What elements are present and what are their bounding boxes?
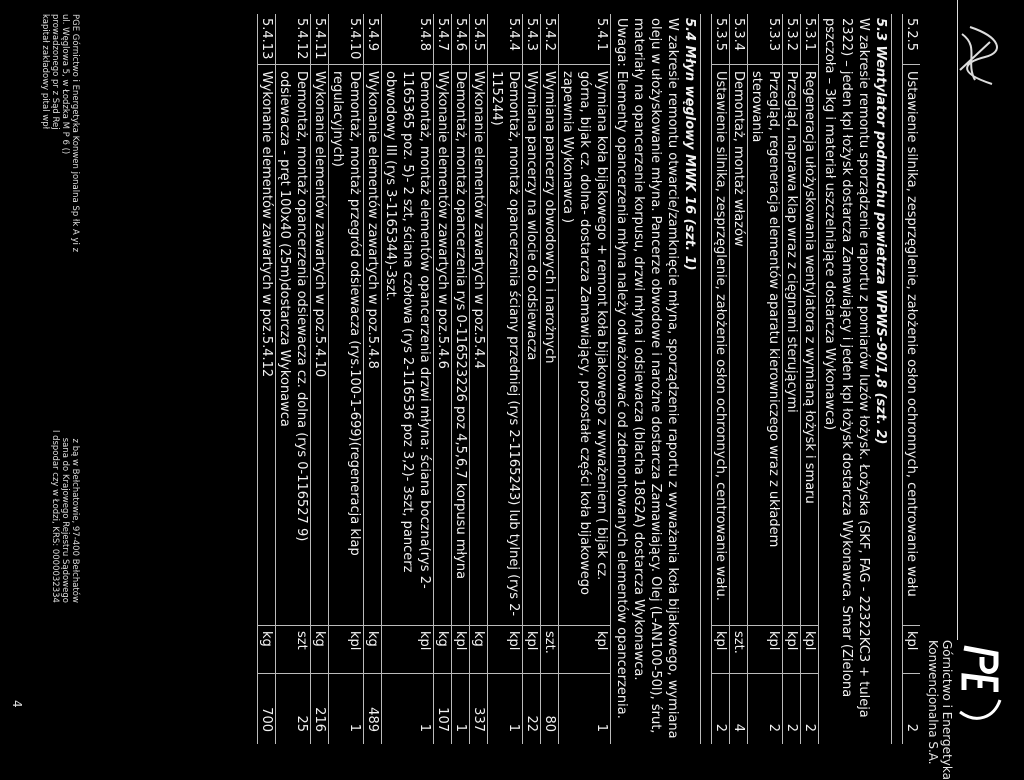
item-description: Wymiana pancerzy obwodowych i narożnych xyxy=(541,65,558,626)
section-description-5-3: W zakresie remontu sporządzenie raportu z pomiarów luzów łożysk. Łożyska (SKF, FAG - 22322KC3 + tuleja 2322) – jeden kpl łożysk dostarcza Zamawiający i jeden kpl łożysk dostarcza Wykonawca. Smar (Zielona pszczoła – 3kg i materiał uszczelniające dostarcza Wykonawca) xyxy=(818,14,872,744)
item-number: 5.2.5 xyxy=(903,14,920,65)
table-row xyxy=(451,14,469,744)
handwritten-signature xyxy=(950,22,1010,92)
company-logo xyxy=(956,640,1004,730)
item-quantity: 4 xyxy=(731,723,746,732)
footer-company-info: PGE Górnictwo i Energetyka Konwen jonalna Sp łk A yi z ul. Węglowa 5, w Łodzka M P 6 () prowadzonego pr z Sąd Rej kapitał zakładowy pital wpł xyxy=(40,14,80,253)
item-quantity: 107 xyxy=(435,707,450,732)
item-unit: kpl xyxy=(382,626,433,674)
item-number: 5.3.3 xyxy=(748,14,782,65)
table-row xyxy=(363,14,381,744)
item-number: 5.4.7 xyxy=(434,14,451,65)
table-row xyxy=(902,14,920,744)
table-row xyxy=(257,14,275,744)
table-row xyxy=(558,14,610,744)
table-row xyxy=(800,14,818,744)
table-gap xyxy=(700,14,711,744)
item-quantity: 2 xyxy=(766,723,781,732)
item-unit: kg xyxy=(470,626,487,674)
item-unit: kg xyxy=(364,626,381,674)
item-number: 5.4.9 xyxy=(364,14,381,65)
item-unit: kpl xyxy=(712,626,729,674)
item-quantity: 489 xyxy=(365,707,380,732)
item-quantity: 216 xyxy=(312,707,327,732)
item-description: Wykonanie elementów zawartych w poz.5.4.8 xyxy=(364,65,381,626)
item-description: Przegląd, naprawa klap wraz z cięgnami sterującymi xyxy=(783,65,800,626)
item-description: Demontaż, montaż przegród odsiewacza (rys.100-1-699)(regeneracja klap regulacyjnych) xyxy=(329,65,363,626)
item-unit: kpl xyxy=(783,626,800,674)
item-description: Demontaż, montaż opancerzenia odsiewacza cz. dolna (rys 0-116527 9) odsiewacza - pręt 100x40 (25m)dostarcza Wykonawca xyxy=(276,65,310,626)
item-quantity: 2 xyxy=(713,723,728,732)
table-row xyxy=(433,14,451,744)
item-unit: kpl xyxy=(903,626,920,674)
section-description-5-4: W zakresie remontu otwarcie/zamknięcie młyna, sporządzenie raportu z wyważania koła bijakowego, wymiana oleju w ułożyskowanie młyna. Pancerze obwodowe i narożne dostarcza Zamawiający. Olej (L-AN100-50l), śrut, materiały na opancerzenie korpusu, drzwi młyna i odsiewacza (blacha 18G2A) dostarcza Wykonawca. xyxy=(631,18,680,739)
item-number: 5.4.1 xyxy=(559,14,610,65)
item-quantity: 2 xyxy=(784,723,799,732)
item-unit: kg xyxy=(258,626,275,674)
item-unit: szt xyxy=(276,626,310,674)
item-unit: kpl xyxy=(329,626,363,674)
item-description: Wymiana koła bijakowego + remont koła bijakowego z wyważeniem ( bijak cz. górna, bijak cz. dolna- dostarcza Zamawiający, pozostałe części koła bijakowego zapewnia Wykonawca ) xyxy=(559,65,610,626)
item-quantity: 2 xyxy=(904,723,919,732)
item-description: Wykonanie elementów zawartych w poz.5.4.4 xyxy=(470,65,487,626)
item-unit: kpl xyxy=(801,626,818,674)
item-quantity: 1 xyxy=(347,723,362,732)
item-number: 5.3.2 xyxy=(783,14,800,65)
item-quantity: 22 xyxy=(524,715,539,732)
section-heading-5-4: 5.4 Młyn węglowy MWK 16 (szt. 1) xyxy=(682,18,697,271)
item-description: Ustawienie silnika, zesprzęglenie, założenie osłon ochronnych, centrowanie wału. xyxy=(712,65,729,626)
table-section-top xyxy=(902,14,920,744)
footer-registry-info: z bą w Bełchatowie, 97-400 Bełchatów sana do Krajowego Rejestru Sądowego l dspodar czy w Łodzi, KRS: 0000032334 xyxy=(50,430,80,603)
item-unit: kpl xyxy=(452,626,469,674)
table-row xyxy=(310,14,328,744)
item-unit: szt. xyxy=(541,626,558,674)
table-row xyxy=(711,14,729,744)
item-description: Wykonanie elementów zawartych w poz.5.4.10 xyxy=(311,65,328,626)
item-quantity: 337 xyxy=(471,707,486,732)
item-number: 5.4.2 xyxy=(541,14,558,65)
table-row xyxy=(381,14,433,744)
item-number: 5.4.10 xyxy=(329,14,363,65)
table-section-5-4 xyxy=(257,14,610,744)
table-row xyxy=(469,14,487,744)
item-unit: kpl xyxy=(488,626,522,674)
item-number: 5.4.13 xyxy=(258,14,275,65)
item-quantity: 25 xyxy=(294,715,309,732)
table-row xyxy=(747,14,782,744)
section-note-5-4: Uwaga: Elementy opancerzenia młyna należy odważorować od zdemontowanych elementów opancerzenia. xyxy=(610,14,630,744)
table-row xyxy=(275,14,310,744)
item-unit: kg xyxy=(311,626,328,674)
item-description: Wykonanie elementów zawartych w poz.5.4.12 xyxy=(258,65,275,626)
table-row xyxy=(782,14,800,744)
table-row xyxy=(522,14,540,744)
table-gap xyxy=(891,14,902,744)
item-number: 5.3.1 xyxy=(801,14,818,65)
company-name: Górnictwo i Energetyka Konwencjonalna S.A. xyxy=(926,640,954,780)
table-row xyxy=(487,14,522,744)
work-scope-table xyxy=(257,14,920,744)
item-description: Demontaż, montaż opancerzenia ściany przedniej (rys 2-1165243) lub tylnej (rys 2-115244) xyxy=(488,65,522,626)
item-description: Demontaż, montaż opancerzenia rys 0-116523226 poz 4,5,6,7 korpusu młyna xyxy=(452,65,469,626)
item-description: Wymiana pancerzy na wlocie do odsiewacza xyxy=(523,65,540,626)
item-unit: szt. xyxy=(730,626,747,674)
item-unit: kpl xyxy=(559,626,610,674)
item-number: 5.4.11 xyxy=(311,14,328,65)
item-quantity: 1 xyxy=(506,723,521,732)
section-heading-5-3: 5.3 Wentylator podmuchu powietrza WPWS-90/1,8 (szt. 2) xyxy=(873,18,888,445)
item-number: 5.3.4 xyxy=(730,14,747,65)
item-unit: kpl xyxy=(748,626,782,674)
item-description: Wykonanie elementów zawartych w poz.5.4.6 xyxy=(434,65,451,626)
table-row xyxy=(729,14,747,744)
table-row xyxy=(328,14,363,744)
page-number: 4 xyxy=(10,700,24,708)
header-rule xyxy=(957,0,958,640)
item-number: 5.4.4 xyxy=(488,14,522,65)
item-description: Demontaż, montaż włazów xyxy=(730,65,747,626)
item-description: Przegląd, regeneracja elementów aparatu kierowniczego wraz z układem sterowania xyxy=(748,65,782,626)
item-number: 5.4.6 xyxy=(452,14,469,65)
item-quantity: 80 xyxy=(542,715,557,732)
item-number: 5.3.5 xyxy=(712,14,729,65)
item-unit: kpl xyxy=(523,626,540,674)
item-number: 5.4.3 xyxy=(523,14,540,65)
item-description: Regeneracja ułożyskowania wentylatora z wymianą łożysk i smaru xyxy=(801,65,818,626)
item-unit: kg xyxy=(434,626,451,674)
item-quantity: 1 xyxy=(594,723,609,732)
table-section-5-3 xyxy=(711,14,818,744)
item-number: 5.4.12 xyxy=(276,14,310,65)
item-quantity: 1 xyxy=(417,723,432,732)
item-description: Ustawienie silnika, zesprzęglenie, założenie osłon ochronnych, centrowanie wału xyxy=(903,65,920,626)
item-quantity: 1 xyxy=(453,723,468,732)
item-description: Demontaż, montaż elementów opancerzenia drzwi młyna: ściana boczna(rys 2-1165365 poz. 5)- 2 szt, ściana czołowa (rys 2-116536 poz 3,2)- 3szt, pancerz obwodowy III (rys 3-1165344)-3szt. xyxy=(382,65,433,626)
item-quantity: 700 xyxy=(259,707,274,732)
table-row xyxy=(540,14,558,744)
item-number: 5.4.8 xyxy=(382,14,433,65)
item-number: 5.4.5 xyxy=(470,14,487,65)
item-quantity: 2 xyxy=(802,723,817,732)
